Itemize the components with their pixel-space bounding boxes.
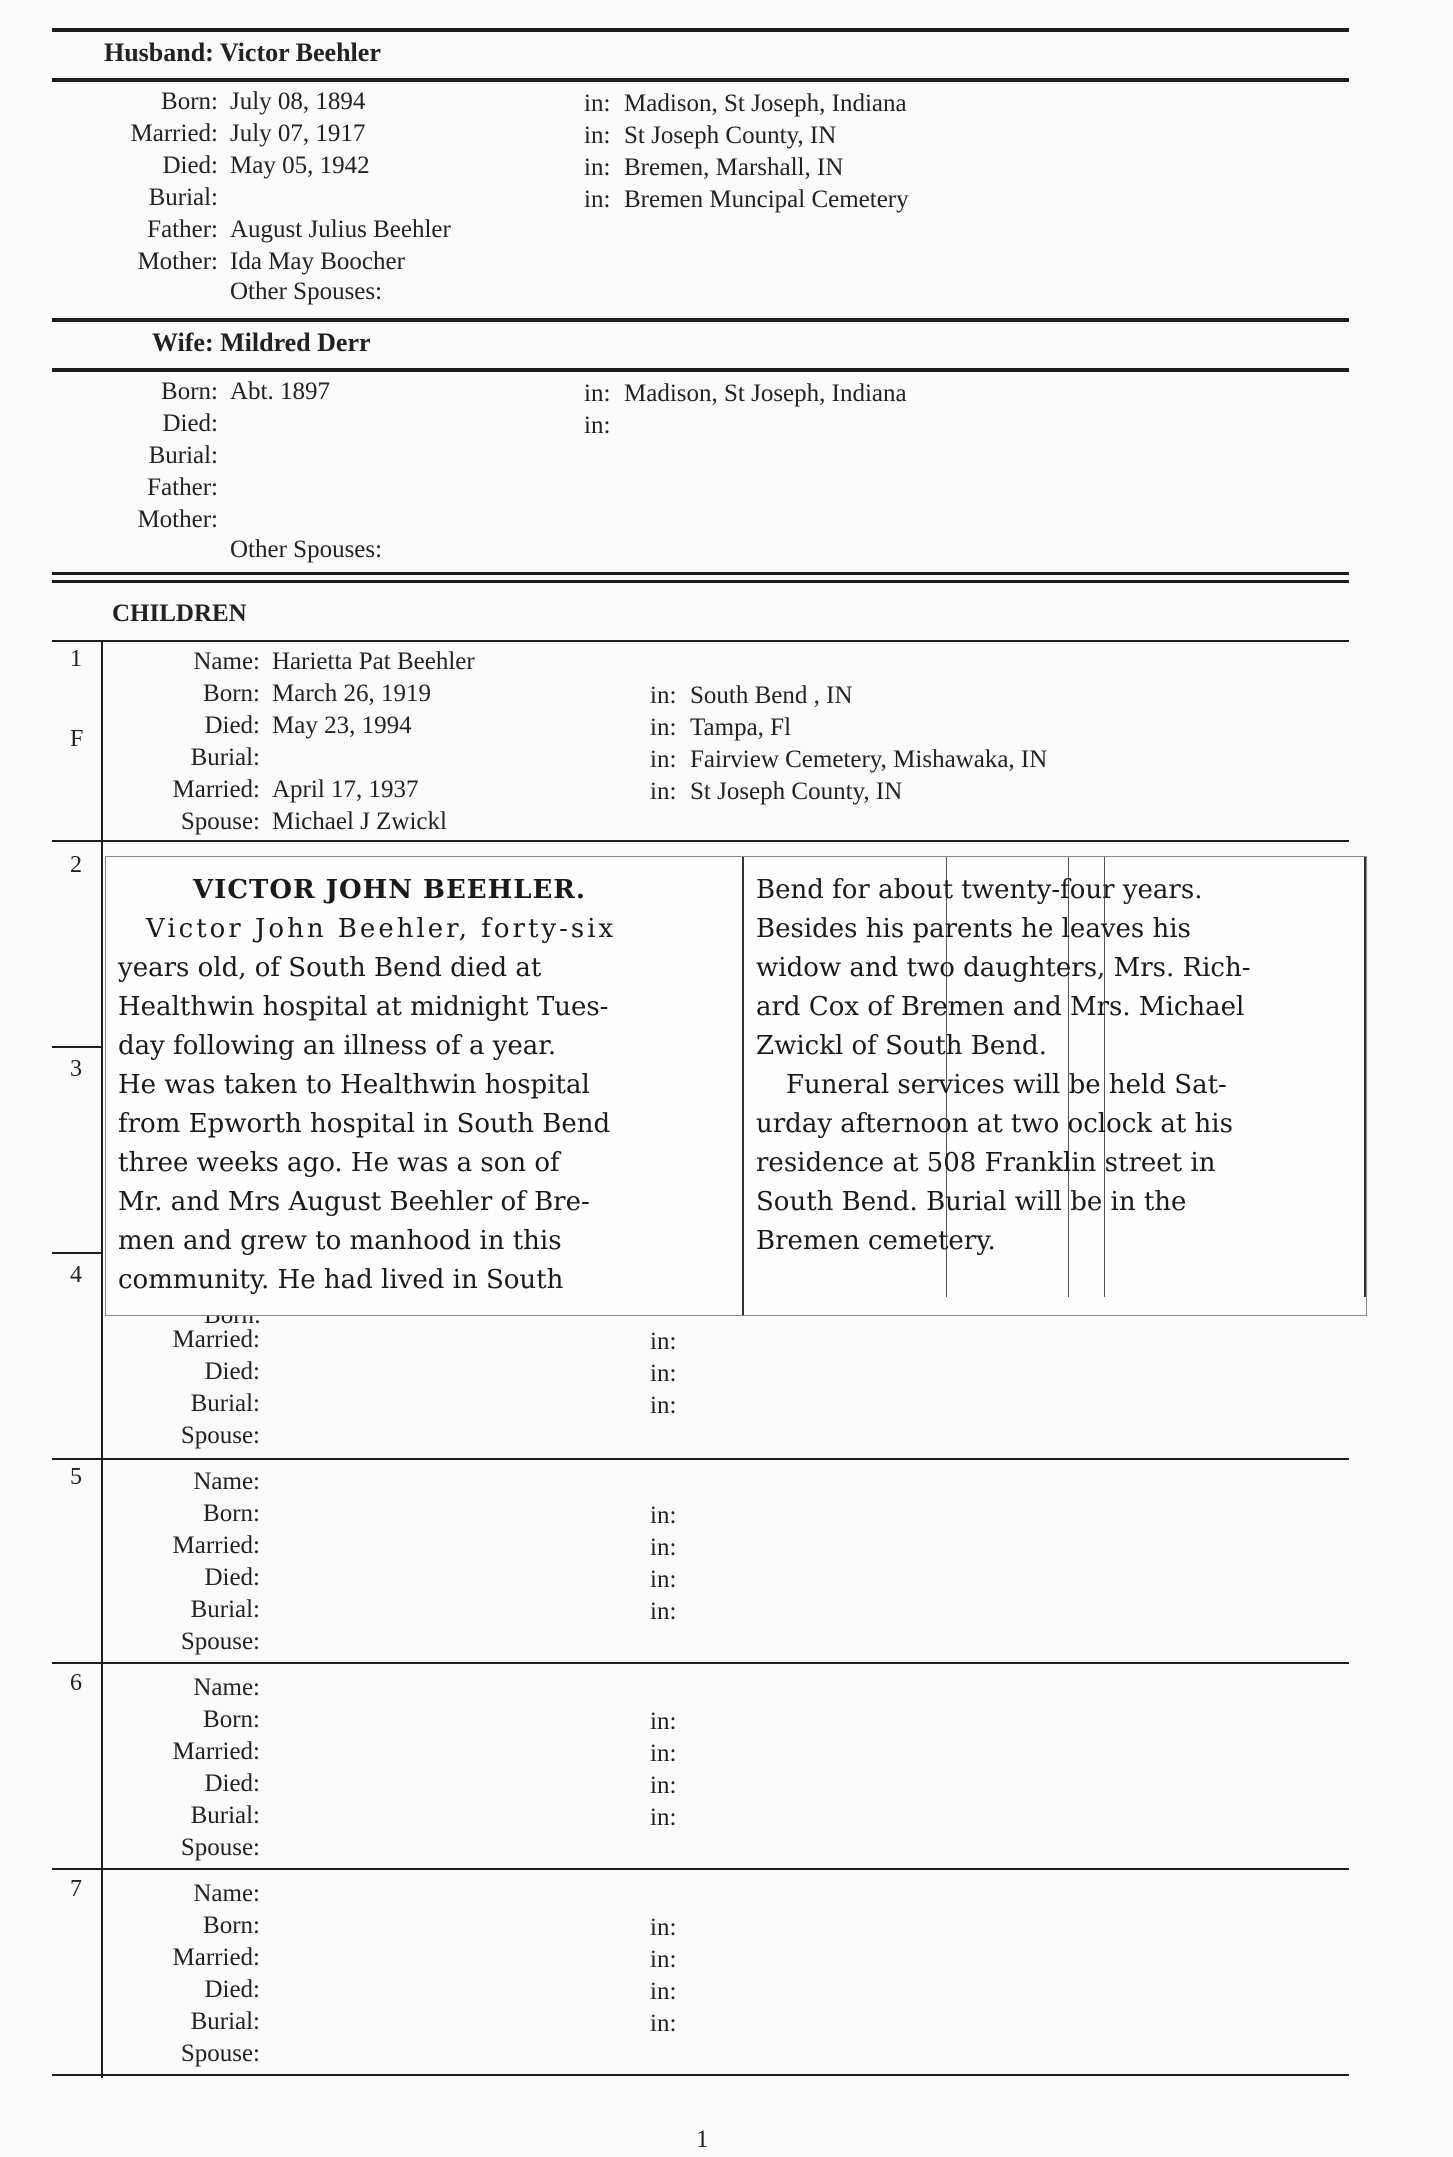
clipping-left-line: men and grew to manhood in this (118, 1226, 562, 1256)
wife-row-label: Died: (162, 410, 218, 437)
top-rule (52, 28, 1349, 32)
child4-row-label: Burial: (190, 1390, 260, 1417)
husband-row-value: July 07, 1917 (230, 120, 366, 147)
husband-row-label: Father: (147, 216, 218, 243)
clipping-right-line: Bremen cemetery. (756, 1226, 996, 1256)
clipping-right-line: residence at 508 Franklin street in (756, 1148, 1216, 1178)
wife-row-label: Father: (147, 474, 218, 501)
index-column-line (101, 640, 103, 2078)
child1-row-label: Married: (172, 776, 260, 803)
husband-other-spouses: Other Spouses: (230, 278, 383, 305)
child7-row-place-label: in: (650, 1978, 677, 2005)
clipping-right-line: Zwickl of South Bend. (756, 1031, 1047, 1061)
child1-rule (52, 840, 1349, 842)
wife-row-place: Madison, St Joseph, Indiana (624, 380, 907, 407)
clipping-right-line: ard Cox of Bremen and Mrs. Michael (756, 992, 1245, 1022)
wife-top-rule (52, 318, 1349, 322)
husband-row-value: July 08, 1894 (230, 88, 366, 115)
husband-row-place: Madison, St Joseph, Indiana (624, 90, 907, 117)
child1-row-value: Harietta Pat Beehler (272, 648, 475, 675)
clipping-left-line: Mr. and Mrs August Beehler of Bre- (118, 1187, 590, 1217)
wife-name: Mildred Derr (220, 328, 371, 357)
child3-number: 3 (70, 1056, 82, 1082)
child6-rule (52, 1868, 1349, 1870)
child5-rule (52, 1662, 1349, 1664)
child7-row-label: Died: (204, 1976, 260, 2003)
clipping-right-line: Funeral services will be held Sat- (786, 1070, 1227, 1100)
child4-row-label: Spouse: (180, 1422, 260, 1449)
child5-row-label: Burial: (190, 1596, 260, 1623)
clipping-right-line: South Bend. Burial will be in the (756, 1187, 1187, 1217)
clipping-left-line: community. He had lived in South (118, 1265, 564, 1295)
husband-heading (104, 38, 381, 68)
child6-row-label: Born: (203, 1706, 260, 1733)
wife-row-place-label: in: (584, 412, 611, 439)
child7-number: 7 (70, 1876, 82, 1902)
wife-row-value: Abt. 1897 (230, 378, 330, 405)
wife-heading-label: Wife: (152, 328, 214, 357)
child7-row-place-label: in: (650, 1946, 677, 1973)
clipping-column-divider (742, 857, 744, 1316)
child1-row-place: South Bend , IN (690, 682, 853, 709)
clipping-right-edge (1364, 857, 1366, 1297)
husband-row-place: Bremen Muncipal Cemetery (624, 186, 909, 213)
husband-row-place: St Joseph County, IN (624, 122, 837, 149)
clipping-right-line: Bend for about twenty-four years. (756, 875, 1203, 905)
wife-rule (52, 368, 1349, 372)
child7-row-label: Married: (172, 1944, 260, 1971)
husband-row-label: Mother: (137, 248, 218, 275)
child7-row-place-label: in: (650, 2010, 677, 2037)
husband-row-place-label: in: (584, 90, 611, 117)
child1-row-value: April 17, 1937 (272, 776, 419, 803)
husband-row-label: Burial: (148, 184, 218, 211)
children-rule (52, 640, 1349, 642)
child6-row-label: Name: (193, 1674, 260, 1701)
child5-row-label: Married: (172, 1532, 260, 1559)
clipping-title: VICTOR JOHN BEEHLER. (193, 875, 586, 905)
child6-number: 6 (70, 1670, 82, 1696)
husband-rule (52, 78, 1349, 82)
child5-row-label: Spouse: (180, 1628, 260, 1655)
child6-row-label: Married: (172, 1738, 260, 1765)
child7-row-label: Burial: (190, 2008, 260, 2035)
wife-row-place-label: in: (584, 380, 611, 407)
child5-row-place-label: in: (650, 1534, 677, 1561)
clipping-right-column (756, 871, 1356, 1261)
husband-row-place: Bremen, Marshall, IN (624, 154, 844, 181)
child4-row-place-label: in: (650, 1392, 677, 1419)
child1-row-label: Name: (193, 648, 260, 675)
wife-bottom-rule-2 (52, 580, 1349, 583)
child3-rule (52, 1252, 102, 1254)
clipping-left-line: He was taken to Healthwin hospital (118, 1070, 590, 1100)
child5-row-label: Died: (204, 1564, 260, 1591)
clipping-left-column (118, 871, 728, 1300)
wife-other-spouses: Other Spouses: (230, 536, 383, 563)
child2-rule (52, 1046, 102, 1048)
child6-row-place-label: in: (650, 1804, 677, 1831)
child5-row-label: Name: (193, 1468, 260, 1495)
child7-row-label: Name: (193, 1880, 260, 1907)
wife-row-label: Mother: (137, 506, 218, 533)
husband-row-value: May 05, 1942 (230, 152, 370, 179)
clipping-left-line: Healthwin hospital at midnight Tues- (118, 992, 609, 1022)
husband-row-place-label: in: (584, 186, 611, 213)
husband-row-value: August Julius Beehler (230, 216, 451, 243)
children-heading: CHILDREN (112, 600, 247, 627)
clipping-left-line: three weeks ago. He was a son of (118, 1148, 560, 1178)
obituary-clipping (105, 856, 1367, 1316)
clipping-left-text (118, 910, 728, 1300)
child5-row-place-label: in: (650, 1502, 677, 1529)
child7-row-label: Spouse: (180, 2040, 260, 2067)
clipping-right-line: widow and two daughters, Mrs. Rich- (756, 953, 1251, 983)
child1-row-label: Burial: (190, 744, 260, 771)
husband-row-label: Died: (162, 152, 218, 179)
child2-number: 2 (70, 852, 82, 878)
wife-row-label: Born: (161, 378, 218, 405)
child6-row-place-label: in: (650, 1740, 677, 1767)
child4-rule (52, 1458, 1349, 1460)
clipping-left-line: day following an illness of a year. (118, 1031, 557, 1061)
clipping-right-line: Besides his parents he leaves his (756, 914, 1191, 944)
husband-heading-label: Husband: (104, 38, 214, 67)
child1-row-place-label: in: (650, 746, 677, 773)
child6-row-label: Spouse: (180, 1834, 260, 1861)
child6-row-label: Died: (204, 1770, 260, 1797)
clipping-right-text (756, 871, 1356, 1261)
child1-number: 1 (70, 646, 82, 672)
husband-row-label: Married: (130, 120, 218, 147)
child6-row-label: Burial: (190, 1802, 260, 1829)
child7-row-place-label: in: (650, 1914, 677, 1941)
child4-row-label: Married: (172, 1326, 260, 1353)
child7-rule (52, 2074, 1349, 2076)
clipping-left-line: from Epworth hospital in South Bend (118, 1109, 611, 1139)
child5-row-place-label: in: (650, 1566, 677, 1593)
clipping-left-line: Victor John Beehler, forty-six (146, 914, 617, 944)
child5-row-place-label: in: (650, 1598, 677, 1625)
child1-row-label: Died: (204, 712, 260, 739)
child1-row-place: St Joseph County, IN (690, 778, 903, 805)
husband-row-place-label: in: (584, 154, 611, 181)
wife-row-label: Burial: (148, 442, 218, 469)
child1-row-place-label: in: (650, 778, 677, 805)
child1-row-value: March 26, 1919 (272, 680, 431, 707)
child1-row-label: Born: (203, 680, 260, 707)
husband-row-place-label: in: (584, 122, 611, 149)
child4-row-place-label: in: (650, 1360, 677, 1387)
clipping-left-line: years old, of South Bend died at (118, 953, 542, 983)
child1-row-value: Michael J Zwickl (272, 808, 447, 835)
child1-row-place-label: in: (650, 714, 677, 741)
child4-number: 4 (70, 1262, 82, 1288)
child1-row-place: Tampa, Fl (690, 714, 792, 741)
child7-row-label: Born: (203, 1912, 260, 1939)
child6-row-place-label: in: (650, 1708, 677, 1735)
child5-number: 5 (70, 1464, 82, 1490)
page-number: 1 (696, 2126, 709, 2153)
wife-heading (152, 328, 371, 358)
child6-row-place-label: in: (650, 1772, 677, 1799)
husband-row-value: Ida May Boocher (230, 248, 405, 275)
wife-bottom-rule-1 (52, 572, 1349, 575)
child4-row-place-label: in: (650, 1328, 677, 1355)
child1-sex: F (70, 726, 84, 752)
child1-row-label: Spouse: (180, 808, 260, 835)
child1-row-place: Fairview Cemetery, Mishawaka, IN (690, 746, 1048, 773)
child5-row-label: Born: (203, 1500, 260, 1527)
husband-name: Victor Beehler (219, 38, 381, 67)
child1-row-value: May 23, 1994 (272, 712, 412, 739)
child4-row-label: Died: (204, 1358, 260, 1385)
husband-row-label: Born: (161, 88, 218, 115)
child1-row-place-label: in: (650, 682, 677, 709)
clipping-right-line: urday afternoon at two oclock at his (756, 1109, 1233, 1139)
